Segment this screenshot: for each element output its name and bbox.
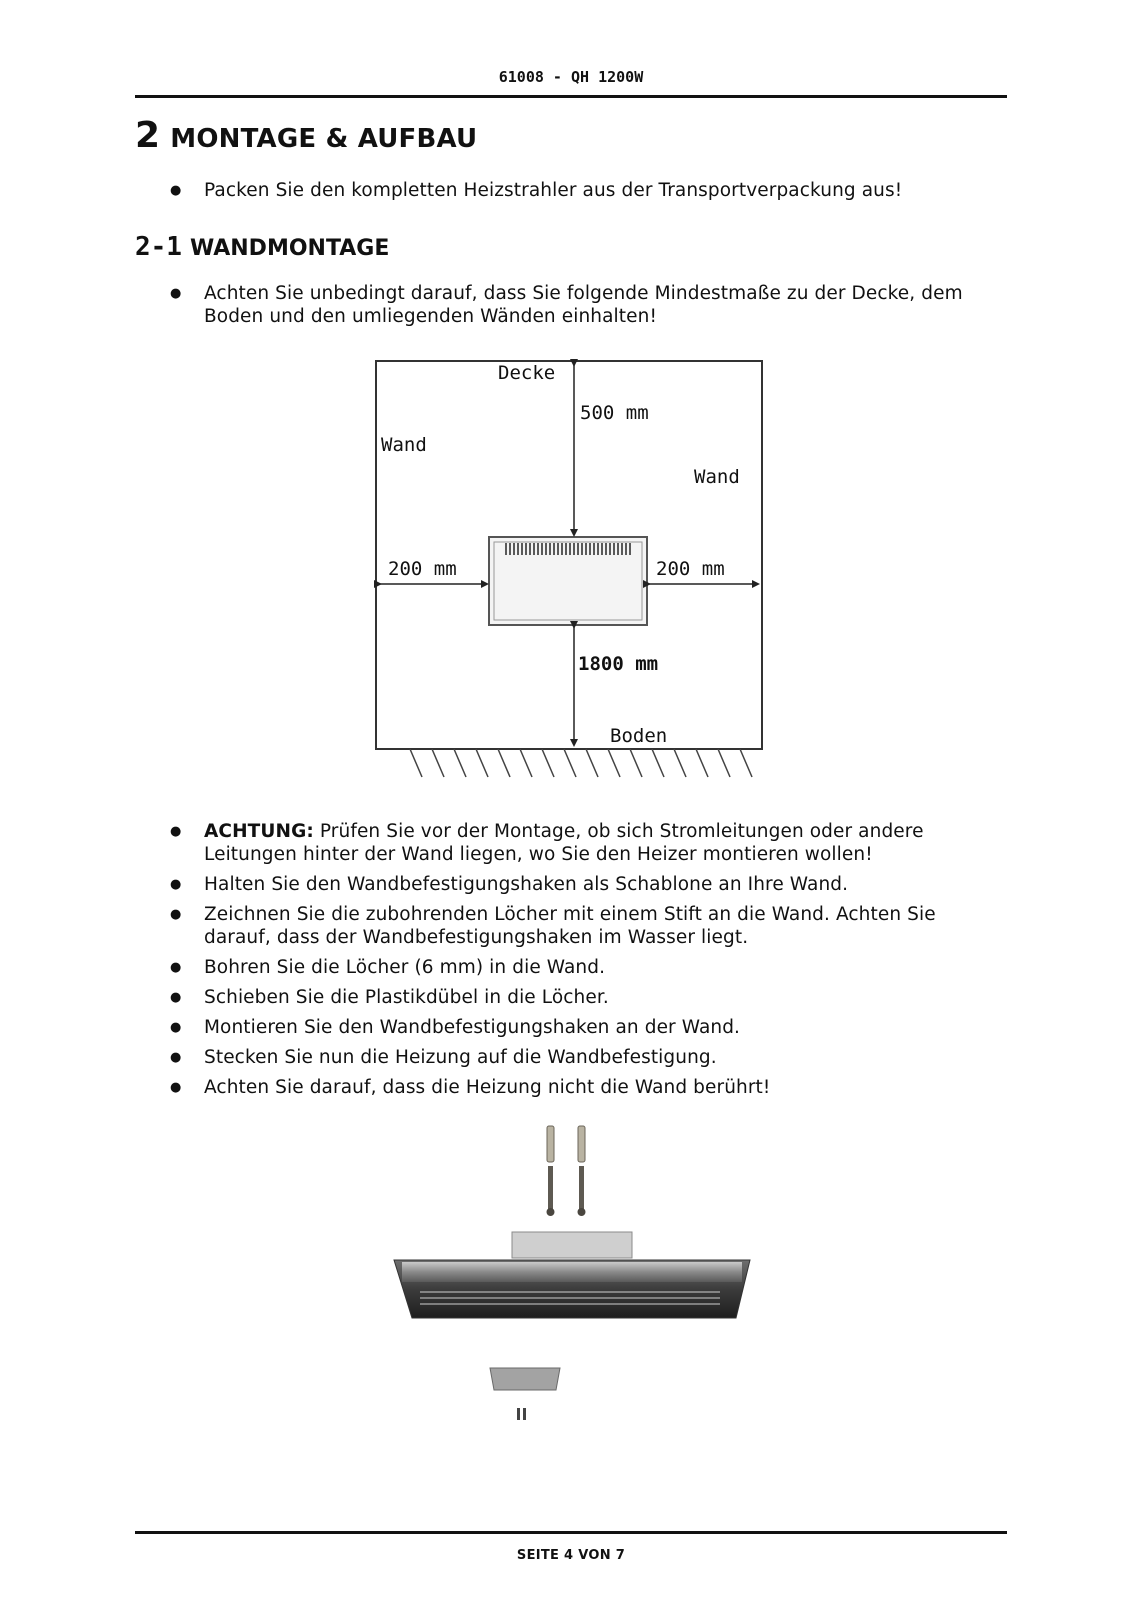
list-item: ● Montieren Sie den Wandbefestigungshaken an der Wand. (170, 1016, 1000, 1039)
subsection-number: 2-1 (135, 232, 182, 262)
list-item: ● Stecken Sie nun die Heizung auf die Wandbefestigung. (170, 1046, 1000, 1069)
floor-hatch (410, 749, 752, 777)
list-item: ● Achten Sie darauf, dass die Heizung nicht die Wand berührt! (170, 1076, 1000, 1099)
section-heading (135, 115, 477, 156)
intro-bullet-list (170, 179, 1000, 209)
mounting-parts-photo (380, 1120, 760, 1430)
wall-bracket-icon (490, 1368, 560, 1420)
clearance-diagram (370, 355, 770, 785)
warning-label: ACHTUNG: (204, 821, 314, 842)
page-number: SEITE 4 VON 7 (516, 1548, 626, 1563)
heater-photo (394, 1232, 750, 1318)
subsection-heading (135, 232, 389, 262)
warning-text: Prüfen Sie vor der Montage, ob sich Stromleitungen oder andere Leitungen hinter der Wand liegen, wo Sie den Heizer montieren wollen! (204, 821, 924, 865)
steps-bullet-list (170, 820, 1000, 1106)
screws-icon (547, 1166, 586, 1216)
warning-item (170, 820, 1000, 866)
dowels-icon (547, 1126, 585, 1162)
footer-rule (135, 1531, 1007, 1534)
left-wall-label: Wand (381, 434, 427, 456)
right-wall-label: Wand (694, 466, 740, 488)
top-distance-label: 500 mm (580, 402, 649, 424)
document-header: 61008 - QH 1200W (498, 68, 644, 86)
list-item: ● Achten Sie unbedingt darauf, dass Sie folgende Mindestmaße zu der Decke, dem Boden und den umliegenden Wänden einhalten! (170, 282, 1000, 328)
list-item: ● Bohren Sie die Löcher (6 mm) in die Wand. (170, 956, 1000, 979)
list-item: ● Schieben Sie die Plastikdübel in die Löcher. (170, 986, 1000, 1009)
heater-unit (489, 537, 647, 625)
right-distance-label: 200 mm (656, 558, 725, 580)
left-distance-label: 200 mm (388, 558, 457, 580)
wall-bullet-list (170, 282, 1000, 335)
list-item: ● Packen Sie den kompletten Heizstrahler aus der Transportverpackung aus! (170, 179, 1000, 202)
section-number: 2 (135, 115, 161, 156)
list-item: ● Halten Sie den Wandbefestigungshaken als Schablone an Ihre Wand. (170, 873, 1000, 896)
bottom-distance-label: 1800 mm (578, 653, 659, 675)
list-item: ● Zeichnen Sie die zubohrenden Löcher mit einem Stift an die Wand. Achten Sie darauf, dass der Wandbefestigungshaken im Wasser liegt. (170, 903, 1000, 949)
ceiling-label: Decke (498, 362, 556, 384)
section-title: MONTAGE & AUFBAU (170, 124, 478, 154)
subsection-title: WANDMONTAGE (189, 236, 390, 261)
floor-label: Boden (610, 725, 668, 747)
header-rule (135, 95, 1007, 98)
